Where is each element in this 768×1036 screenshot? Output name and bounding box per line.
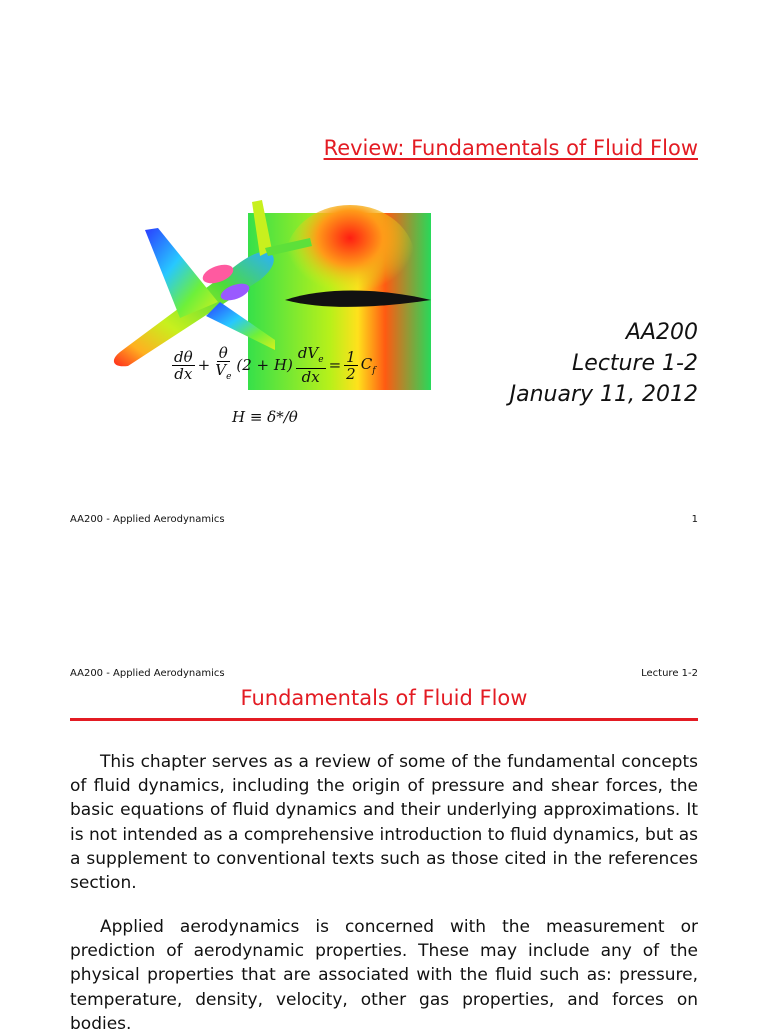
course-code: AA200 (625, 320, 698, 345)
lecture-number: Lecture 1-2 (572, 351, 698, 376)
fraction-theta-ve: $\frac{\theta}{V_e}$ (215, 344, 232, 382)
fraction-one-half: $\frac{1}{2}$ (346, 347, 356, 383)
paragraph-intro: This chapter serves as a review of some of the fundamental concepts of fluid dynamics, including the origin of pressure and shear forces, the basic equations of fluid dynamics and their underlying approximations. It is not intended as a comprehensive introduction to fluid dynamics, but as a supplement to conventional texts such as those cited in the references section. (70, 752, 698, 894)
header-course-name: AA200 - Applied Aerodynamics (70, 668, 225, 679)
fraction-dve-dx: $\frac{dV_e}{dx}$ (297, 344, 324, 386)
cfd-airplane-illustration (100, 190, 440, 440)
boundary-layer-momentum-equation: $\frac{d\theta}{dx}$ + $\frac{\theta}{V_e}$ (2 + H) $\frac{dV_e}{dx}$ = $\frac{1}{2}$ $C_f$ (174, 344, 376, 386)
header-lecture: Lecture 1-2 (641, 668, 698, 679)
shape-factor-equation: H ≡ δ*/θ (232, 408, 298, 426)
lecture-date: January 11, 2012 (509, 382, 698, 407)
footer-course-name: AA200 - Applied Aerodynamics (70, 514, 225, 525)
page-number: 1 (691, 514, 698, 525)
content-slide (0, 560, 768, 1034)
slide-title: Review: Fundamentals of Fluid Flow (323, 136, 698, 160)
section-title: Fundamentals of Fluid Flow (240, 686, 528, 710)
title-divider (70, 718, 698, 721)
fraction-dtheta-dx: $\frac{d\theta}{dx}$ (174, 347, 193, 383)
paragraph-applied-aerodynamics: Applied aerodynamics is concerned with the measurement or prediction of aerodynamic properties. These may include any of the physical properties that are associated with the fluid such as: pressure, temperature, density, velocity, other gas properties, and forces on bodies. (70, 917, 698, 1034)
